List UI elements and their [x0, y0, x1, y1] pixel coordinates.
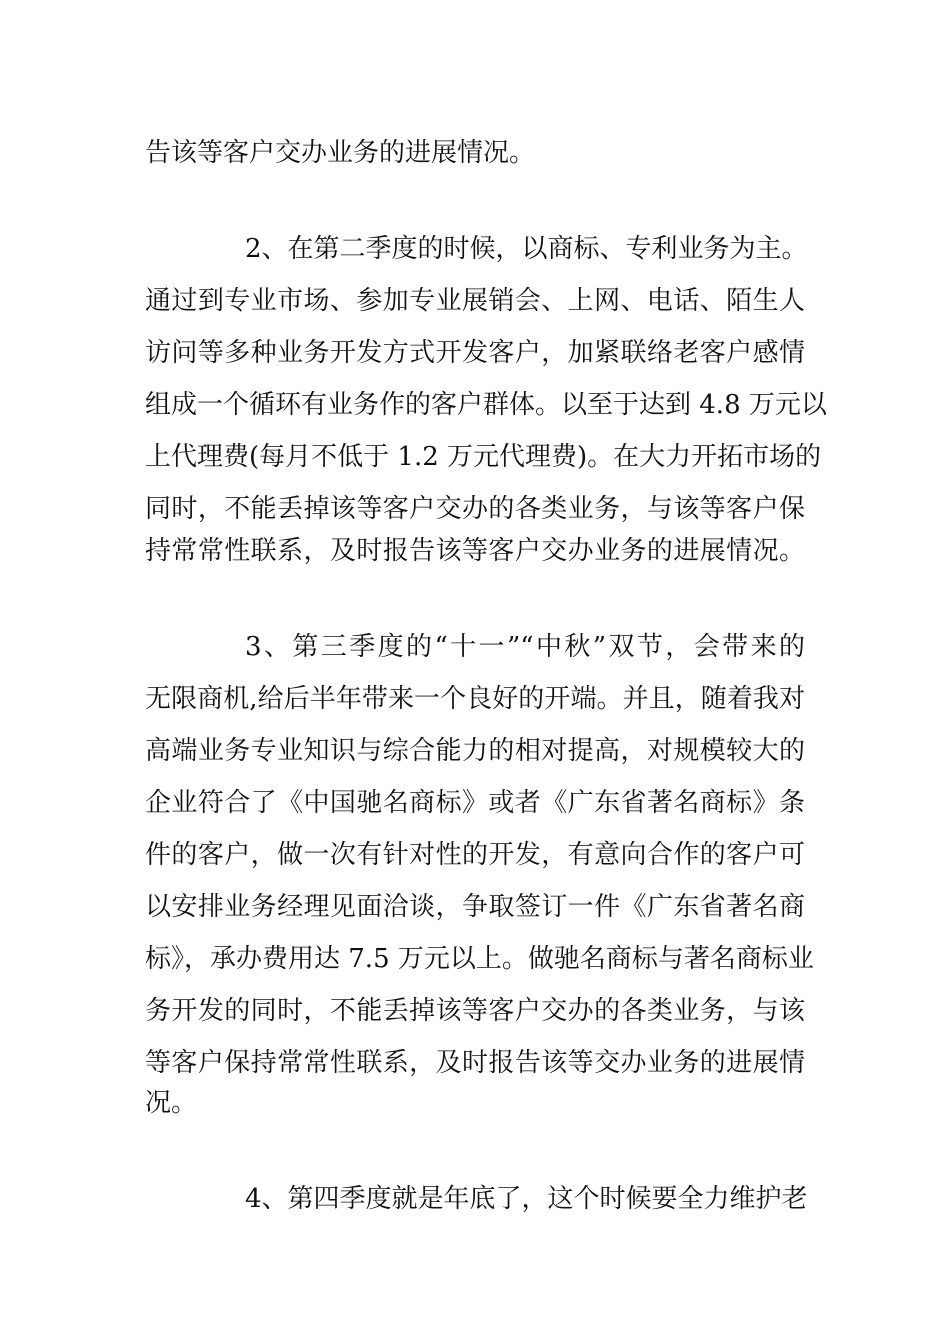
paragraph-3-line-5: 件的客户，做一次有针对性的开发，有意向合作的客户可 — [145, 840, 805, 870]
paragraph-3-line-9: 等客户保持常常性联系，及时报告该等交办业务的进展情 — [145, 1048, 805, 1078]
paragraph-2-line-7: 持常常性联系，及时报告该等客户交办业务的进展情况。 — [145, 536, 805, 566]
paragraph-2-line-1: 2、在第二季度的时候，以商标、专利业务为主。 — [245, 234, 808, 264]
paragraph-3-line-3: 高端业务专业知识与综合能力的相对提高，对规模较大的 — [145, 736, 805, 766]
paragraph-3-line-7: 标》，承办费用达 7.5 万元以上。做驰名商标与著名商标业 — [145, 944, 814, 974]
paragraph-3-line-1: 3、第三季度的“十一”“中秋”双节，会带来的 — [245, 632, 805, 662]
paragraph-3-line-2: 无限商机,给后半年带来一个良好的开端。并且，随着我对 — [145, 684, 805, 714]
paragraph-3-line-10: 况。 — [145, 1088, 198, 1118]
document-body — [145, 0, 827, 1344]
paragraph-2-line-2: 通过到专业市场、参加专业展销会、上网、电话、陌生人 — [145, 286, 805, 316]
paragraph-2-line-5: 上代理费(每月不低于 1.2 万元代理费)。在大力开拓市场的 — [145, 442, 822, 472]
paragraph-3-line-8: 务开发的同时，不能丢掉该等客户交办的各类业务，与该 — [145, 996, 805, 1026]
paragraph-2-line-4: 组成一个循环有业务作的客户群体。以至于达到 4.8 万元以 — [145, 390, 827, 420]
paragraph-4-line-1: 4、第四季度就是年底了，这个时候要全力维护老 — [245, 1184, 808, 1214]
paragraph-1-line-1: 告该等客户交办业务的进展情况。 — [145, 138, 536, 168]
paragraph-2-line-6: 同时，不能丢掉该等客户交办的各类业务，与该等客户保 — [145, 494, 805, 524]
paragraph-3-line-6: 以安排业务经理见面洽谈，争取签订一件《广东省著名商 — [145, 892, 805, 922]
paragraph-3-line-4: 企业符合了《中国驰名商标》或者《广东省著名商标》条 — [145, 788, 805, 818]
paragraph-2-line-3: 访问等多种业务开发方式开发客户，加紧联络老客户感情 — [145, 338, 805, 368]
